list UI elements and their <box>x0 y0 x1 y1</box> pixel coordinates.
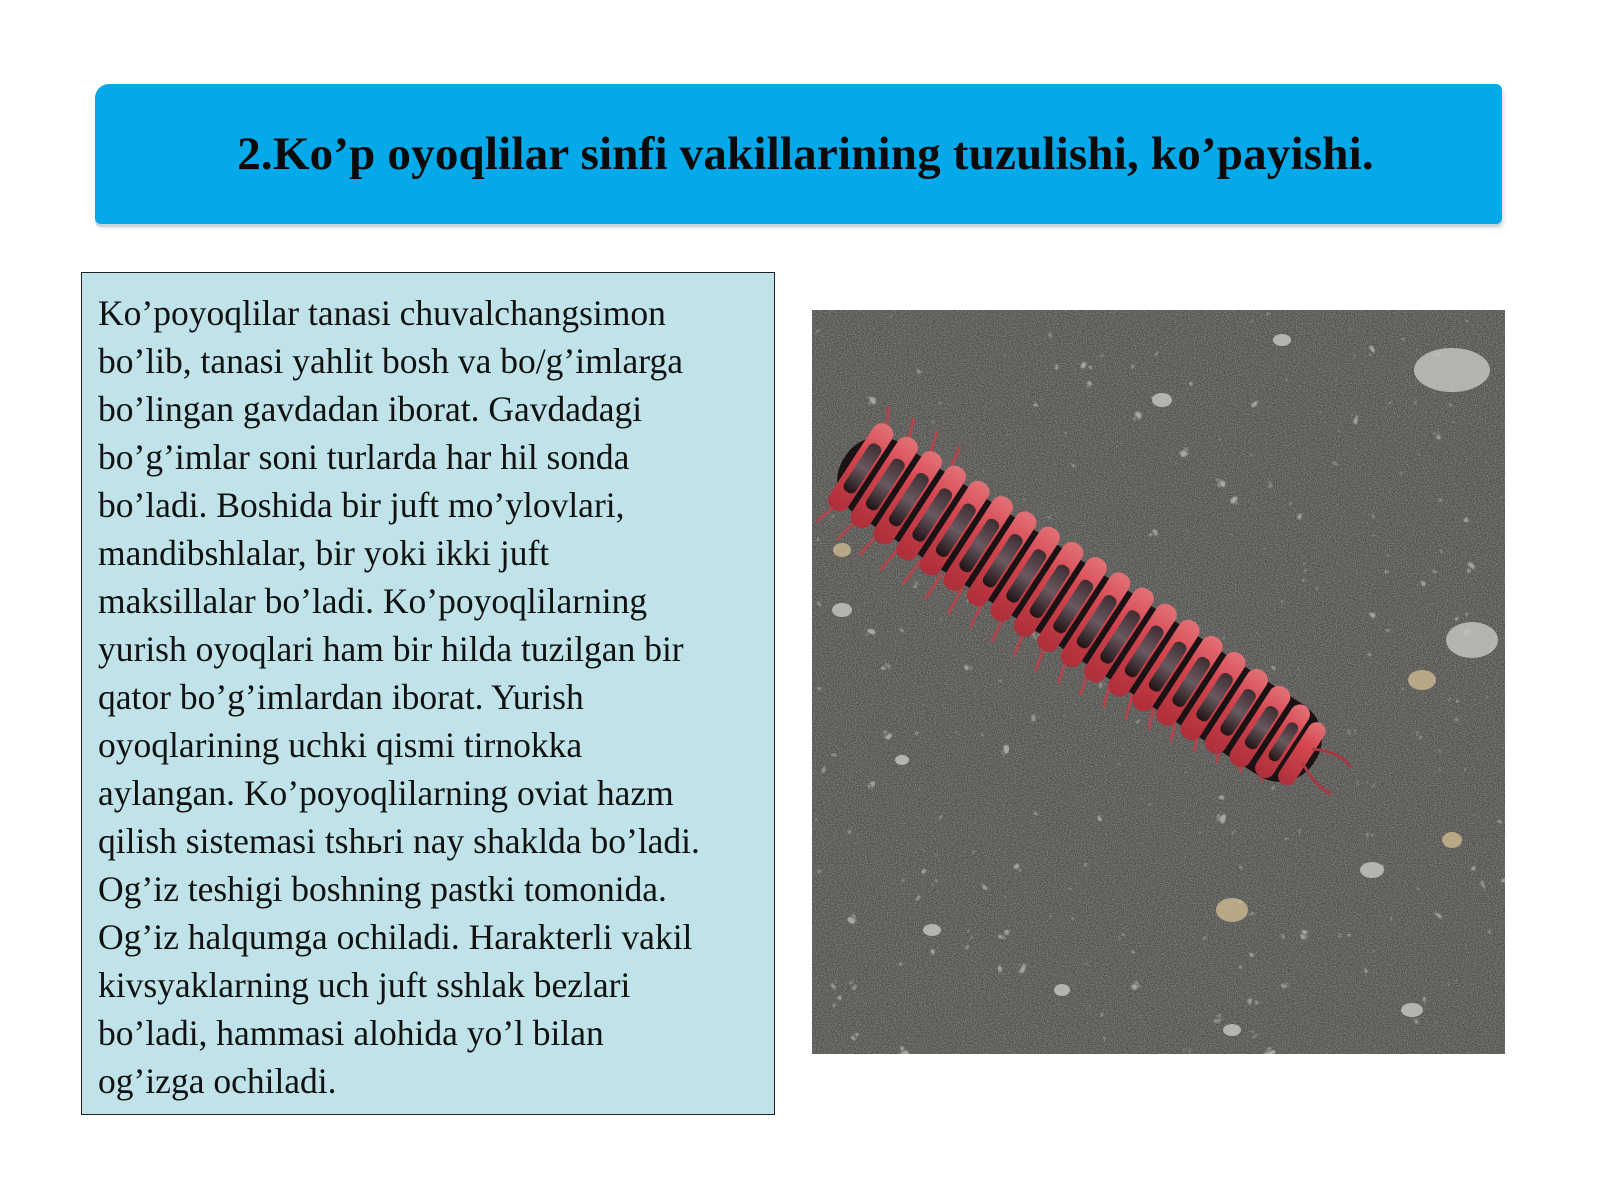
body-text-box <box>81 272 775 1115</box>
slide-title: 2.Ko’p oyoqlilar sinfi vakillarining tuzulishi, ko’payishi. <box>237 128 1374 180</box>
millipede-image <box>812 310 1505 1054</box>
body-paragraph: Ko’poyoqlilar tanasi chuvalchangsimon bo’lib, tanasi yahlit bosh va bo/g’imlarga bo’lingan gavdadan iborat. Gavdadagi bo’g’imlar soni turlarda har hil sonda bo’ladi. Boshida bir juft mo’ylovlari, mandibshlalar, bir yoki ikki juft maksillalar bo’ladi. Ko’poyoqlilarning yurish oyoqlari ham bir hilda tuzilgan bir qator bo’g’imlardan iborat. Yurish oyoqlarining uchki qismi tirnokka aylangan. Ko’poyoqlilarning oviat hazm qilish sistemasi tshьri nay shaklda bo’ladi. Og’iz teshigi boshning pastki tomonida. Og’iz halqumga ochiladi. Harakterli vakil kivsyaklarning uch juft sshlak bezlari bo’ladi, hammasi alohida yo’l bilan og’izga ochiladi. <box>98 293 700 1101</box>
title-banner <box>95 84 1502 224</box>
millipede-photo <box>812 310 1505 1054</box>
